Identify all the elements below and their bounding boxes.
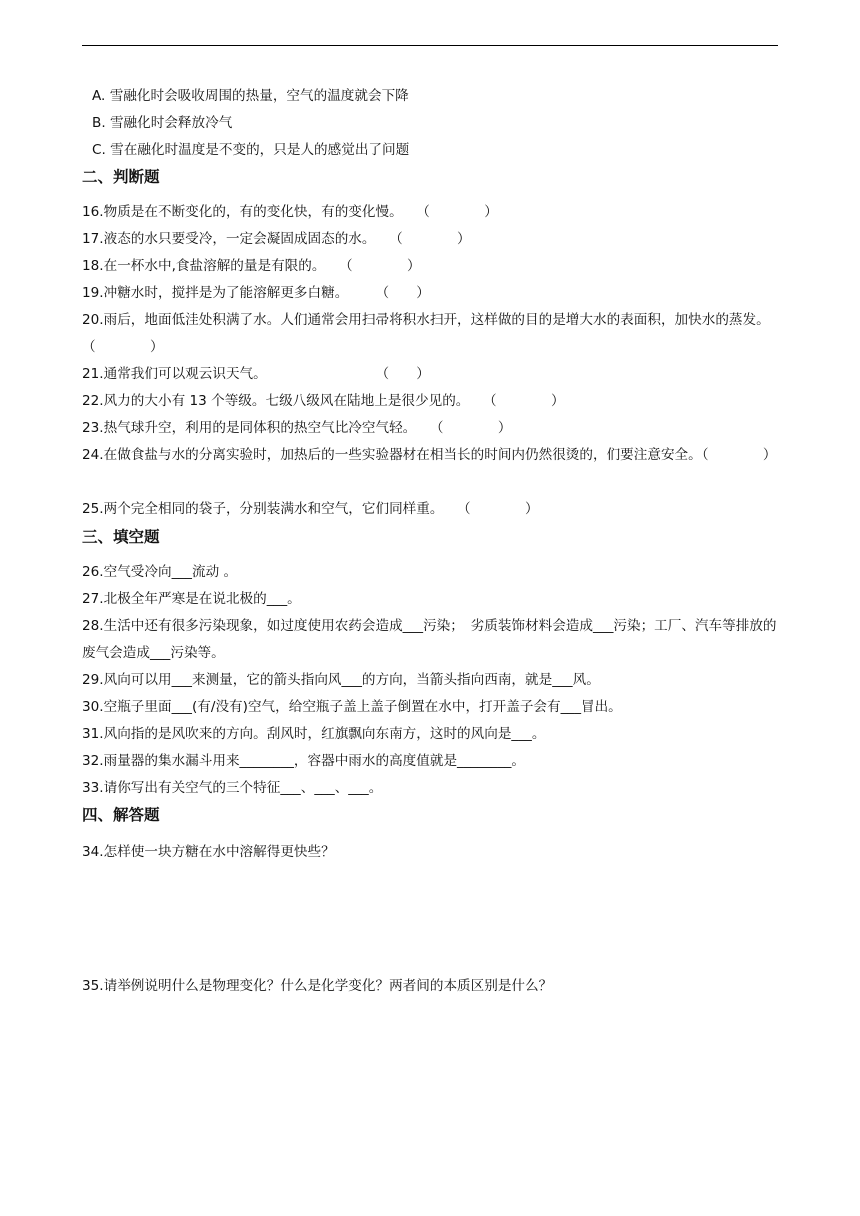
option-b: B. 雪融化时会释放冷气	[92, 115, 233, 131]
question-32: 32.雨量器的集水漏斗用来________，容器中雨水的高度值就是________。	[82, 753, 526, 769]
question-18: 18.在一杯水中,食盐溶解的量是有限的。 （ ）	[82, 258, 421, 274]
question-27: 27.北极全年严寒是在说北极的___。	[82, 591, 301, 607]
header-rule	[82, 45, 778, 46]
question-20: 20.雨后，地面低洼处积满了水。人们通常会用扫帚将积水扫开，这样做的目的是增大水的表面积，加快水的蒸发。 （ ）	[82, 312, 791, 355]
question-21: 21.通常我们可以观云识天气。 （ ）	[82, 366, 430, 382]
question-34: 34.怎样使一块方糖在水中溶解得更快些？	[82, 844, 335, 860]
question-31: 31.风向指的是风吹来的方向。刮风时，红旗飘向东南方，这时的风向是___。	[82, 726, 546, 742]
question-17: 17.液态的水只要受冷，一定会凝固成固态的水。 （ ）	[82, 231, 471, 247]
option-a: A. 雪融化时会吸收周围的热量，空气的温度就会下降	[92, 88, 409, 104]
question-25: 25.两个完全相同的袋子，分别装满水和空气，它们同样重。 （ ）	[82, 501, 539, 517]
question-35: 35.请举例说明什么是物理变化？什么是化学变化？两者间的本质区别是什么？	[82, 978, 553, 994]
section-fill-title: 三、填空题	[82, 528, 160, 546]
question-23: 23.热气球升空，利用的是同体积的热空气比冷空气轻。 （ ）	[82, 420, 512, 436]
question-22: 22.风力的大小有 13 个等级。七级八级风在陆地上是很少见的。 （ ）	[82, 393, 565, 409]
question-19: 19.冲糖水时，搅拌是为了能溶解更多白糖。 （ ）	[82, 285, 430, 301]
section-judge-title: 二、判断题	[82, 168, 160, 186]
question-16: 16.物质是在不断变化的，有的变化快，有的变化慢。 （ ）	[82, 204, 498, 220]
question-30: 30.空瓶子里面___(有/没有)空气，给空瓶子盖上盖子倒置在水中，打开盖子会有___冒出。	[82, 699, 622, 715]
option-c: C. 雪在融化时温度是不变的，只是人的感觉出了问题	[92, 142, 410, 158]
question-28: 28.生活中还有很多污染现象，如过度使用农药会造成___污染； 劣质装饰材料会造成___污染；工厂、汽车等排放的废气会造成___污染等。	[82, 618, 777, 661]
question-24: 24.在做食盐与水的分离实验时，加热后的一些实验器材在相当长的时间内仍然很烫的，们要注意安全。（ ）	[82, 447, 777, 463]
question-33: 33.请你写出有关空气的三个特征___、___、___。	[82, 780, 383, 796]
section-answer-title: 四、解答题	[82, 806, 160, 824]
question-29: 29.风向可以用___来测量，它的箭头指向风___的方向，当箭头指向西南，就是___风。	[82, 672, 600, 688]
question-26: 26.空气受冷向___流动 。	[82, 564, 238, 580]
